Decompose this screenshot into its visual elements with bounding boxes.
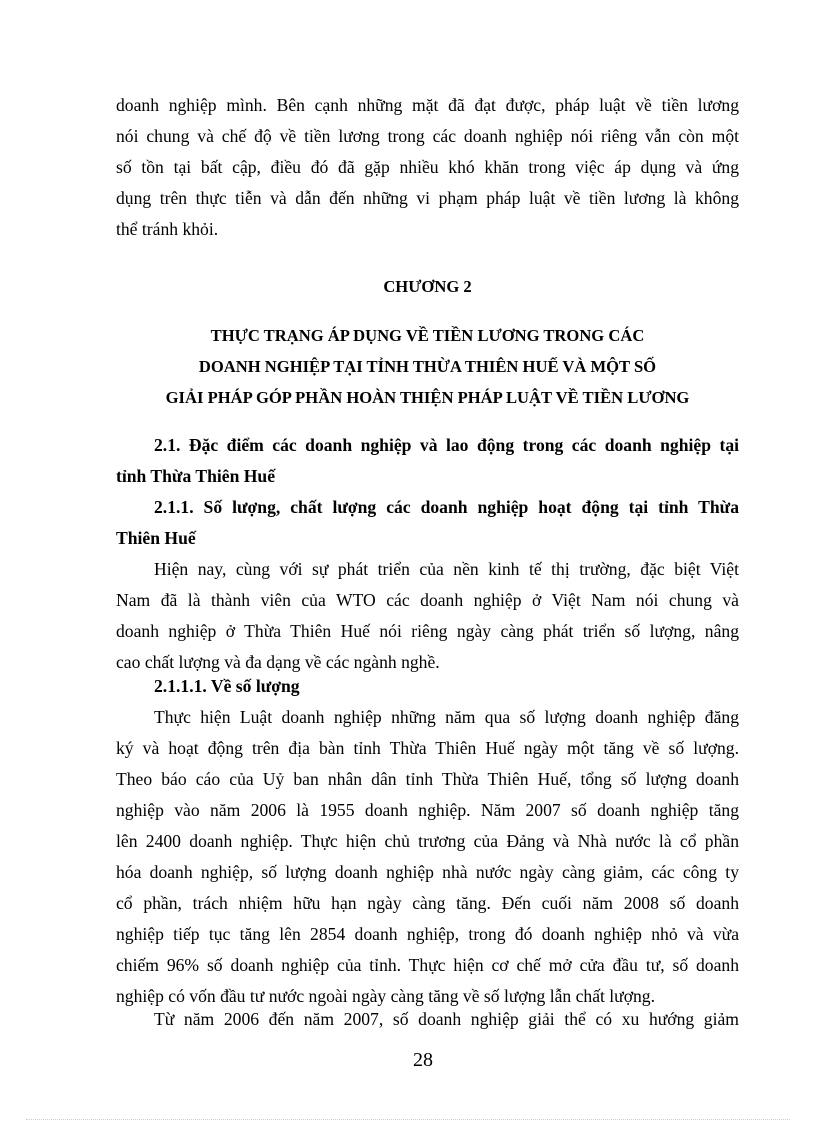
paragraph-tu-nam bbox=[116, 1004, 739, 1035]
text-line: doanh nghiệp mình. Bên cạnh những mặt đã đạt được, pháp luật về tiền lương bbox=[116, 95, 739, 115]
text-line: Từ năm 2006 đến năm 2007, số doanh nghiệp giải thể có xu hướng giảm bbox=[154, 1009, 739, 1029]
heading-line: Thiên Huế bbox=[116, 528, 196, 548]
text-line: nghiệp vào năm 2006 là 1955 doanh nghiệp. Năm 2007 số doanh nghiệp tăng bbox=[116, 800, 739, 820]
paragraph-hien-nay bbox=[116, 554, 739, 678]
heading-line: 2.1. Đặc điểm các doanh nghiệp và lao động trong các doanh nghiệp tại bbox=[154, 435, 739, 455]
paragraph-intro bbox=[116, 90, 739, 245]
page-number: 28 bbox=[413, 1049, 433, 1071]
chapter-title-line: GIẢI PHÁP GÓP PHẦN HOÀN THIỆN PHÁP LUẬT VỀ TIỀN LƯƠNG bbox=[165, 388, 690, 407]
chapter-title-line: DOANH NGHIỆP TẠI TỈNH THỪA THIÊN HUẾ VÀ MỘT SỐ bbox=[198, 357, 657, 376]
text-line: Theo báo cáo của Uỷ ban nhân dân tỉnh Thừa Thiên Huế, tổng số lượng doanh bbox=[116, 769, 739, 789]
text-line: lên 2400 doanh nghiệp. Thực hiện chủ trương của Đảng và Nhà nước là cổ phần bbox=[116, 831, 739, 851]
text-line: cao chất lượng và đa dạng về các ngành nghề. bbox=[116, 652, 440, 672]
chapter-label: CHƯƠNG 2 bbox=[383, 277, 472, 296]
heading-line: 2.1.1. Số lượng, chất lượng các doanh nghiệp hoạt động tại tỉnh Thừa bbox=[154, 497, 739, 517]
text-line: số tồn tại bất cập, điều đó đã gặp nhiều khó khăn trong việc áp dụng và ứng bbox=[116, 157, 739, 177]
heading-line: 2.1.1.1. Về số lượng bbox=[154, 676, 300, 696]
text-line: doanh nghiệp ở Thừa Thiên Huế nói riêng ngày càng phát triển số lượng, nâng bbox=[116, 621, 739, 641]
text-line: chiếm 96% số doanh nghiệp của tỉnh. Thực hiện cơ chế mở cửa đầu tư, số doanh bbox=[116, 955, 739, 975]
text-line: Thực hiện Luật doanh nghiệp những năm qua số lượng doanh nghiệp đăng bbox=[154, 707, 739, 727]
text-line: cổ phần, trách nhiệm hữu hạn ngày càng tăng. Đến cuối năm 2008 số doanh bbox=[116, 893, 739, 913]
chapter-title bbox=[100, 320, 755, 413]
text-line: dụng trên thực tiễn và dẫn đến những vi phạm pháp luật về tiền lương là không bbox=[116, 188, 739, 208]
chapter-title-line: THỰC TRẠNG ÁP DỤNG VỀ TIỀN LƯƠNG TRONG CÁC bbox=[210, 326, 645, 345]
text-line: nói chung và chế độ về tiền lương trong các doanh nghiệp nói riêng vẫn còn một bbox=[116, 126, 739, 146]
text-line: Nam đã là thành viên của WTO các doanh nghiệp ở Việt Nam nói chung và bbox=[116, 590, 739, 610]
text-line: nghiệp tiếp tục tăng lên 2854 doanh nghiệp, trong đó doanh nghiệp nhỏ và vừa bbox=[116, 924, 739, 944]
text-line: nghiệp có vốn đầu tư nước ngoài ngày càng tăng về số lượng lẫn chất lượng. bbox=[116, 986, 656, 1006]
page-bottom-divider bbox=[26, 1119, 790, 1120]
section-heading-2-1-1 bbox=[116, 492, 739, 554]
text-line: ký và hoạt động trên địa bàn tỉnh Thừa Thiên Huế ngày một tăng về số lượng. bbox=[116, 738, 739, 758]
heading-line: tỉnh Thừa Thiên Huế bbox=[116, 466, 276, 486]
text-line: thể tránh khỏi. bbox=[116, 219, 219, 239]
section-heading-2-1-1-1 bbox=[116, 671, 739, 702]
text-line: hóa doanh nghiệp, số lượng doanh nghiệp nhà nước ngày càng giảm, các công ty bbox=[116, 862, 739, 882]
paragraph-thuc-hien bbox=[116, 702, 739, 1012]
text-line: Hiện nay, cùng với sự phát triển của nền kinh tế thị trường, đặc biệt Việt bbox=[154, 559, 739, 579]
section-heading-2-1 bbox=[116, 430, 739, 492]
